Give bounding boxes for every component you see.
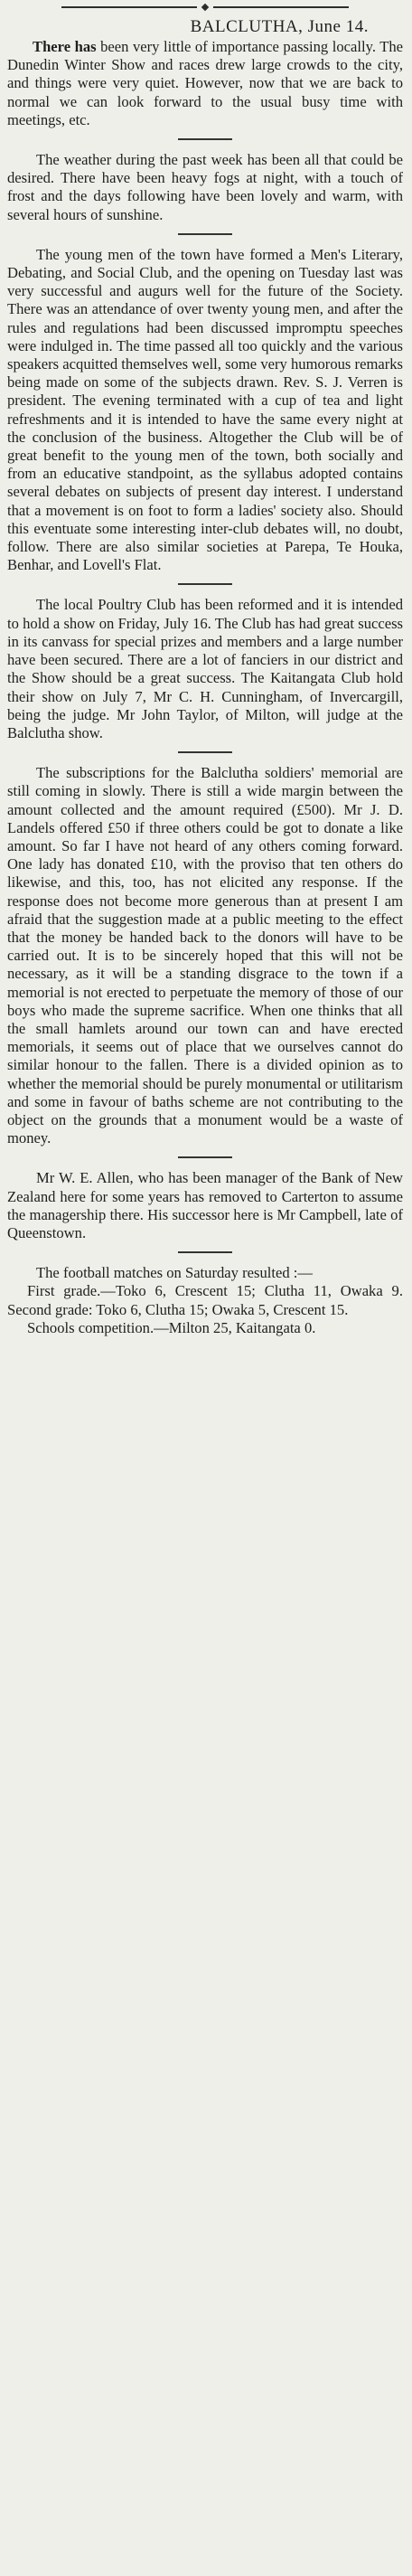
paragraph-bank-manager: Mr W. E. Allen, who has been manager of the Bank of New Zealand here for some years has removed to Carterton to assume the managership there. His successor here is Mr Campbell, late of Queenstown.	[7, 1169, 403, 1241]
section-divider	[178, 138, 232, 140]
top-ornament-rule	[7, 0, 403, 14]
football-results	[7, 1282, 403, 1337]
section-divider	[178, 583, 232, 585]
rule-right	[213, 6, 349, 8]
section-divider	[178, 1156, 232, 1158]
results-grades: First grade.—Toko 6, Crescent 15; Clutha 11, Owaka 9. Second grade: Toko 6, Clutha 15; Owaka 5, Crescent 15.	[7, 1282, 403, 1318]
rule-left	[61, 6, 197, 8]
paragraph-intro	[7, 38, 403, 129]
section-divider	[178, 233, 232, 235]
results-schools: Schools competition.—Milton 25, Kaitangata 0.	[27, 1318, 316, 1336]
rule-diamond	[201, 4, 209, 11]
section-divider	[178, 1251, 232, 1253]
section-divider	[178, 751, 232, 753]
paragraph-poultry-club: The local Poultry Club has been reformed and it is intended to hold a show on Friday, July 16. The Club has had great success in its canvass for special prizes and members and a large number have been secured. There are a lot of fanciers in our district and the Show should be a great success. The Kaitangata Club hold their show on July 7, Mr C. H. Cunningham, of Invercargill, being the judge. Mr John Taylor, of Milton, will judge at the Balclutha show.	[7, 596, 403, 741]
paragraph-weather: The weather during the past week has been all that could be desired. There have been heavy fogs at night, with a touch of frost and the days following have been lovely and warm, with several hours of sunshine.	[7, 151, 403, 223]
paragraph-debating-club: The young men of the town have formed a Men's Literary, Debating, and Social Club, and the opening on Tuesday last was very successful and augurs well for the future of the Society. There was an attendance of over twenty young men, and after the rules and regulations had been discussed impromptu speeches were indulged in. The time passed all too quickly and the various speakers acquitted themselves well, some very humorous remarks being made on some of the subjects drawn. Rev. S. J. Verren is president. The evening terminated with a cup of tea and light refreshments and it is intended to have the same every night at the conclusion of the business. Altogether the Club will be of great benefit to the young men of the town, both socially and from an educative standpoint, as the syllabus adopted contains several debates on subjects of present day interest. I understand that a movement is on foot to form a ladies' society also. Should this eventuate some interesting inter-club debates will, no doubt, follow. There are also similar societies at Parepa, Te Houka, Benhar, and Lovell's Flat.	[7, 245, 403, 574]
paragraph-text: been very little of importance passing locally. The Dunedin Winter Show and races drew large crowds to the city, and things were very quiet. However, now that we are back to normal we can look forward to the usual busy time with meetings, etc.	[7, 38, 403, 128]
dateline: BALCLUTHA, June 14.	[190, 17, 369, 36]
paragraph-football: The football matches on Saturday resulted :—	[36, 1264, 313, 1282]
paragraph-lead: There has	[33, 38, 97, 55]
paragraph-soldiers-memorial: The subscriptions for the Balclutha soldiers' memorial are still coming in slowly. There is still a wide margin between the amount collected and the amount required (£500). Mr J. D. Landels offered £50 if three others could be got to donate a like amount. So far I have not heard of any others coming forward. One lady has donated £10, with the proviso that ten others do likewise, and this, too, has not elicited any response. If the response does not become more generous than at present I am afraid that the suggestion made at a public meeting to the effect that the money be handed back to the donors will have to be carried out. It is to be sincerely hoped that this will not be necessary, as it will be a standing disgrace to the town if a memorial is not erected to perpetuate the memory of those of our boys who made the supreme sacrifice. When one thinks that all the small hamlets around our town can and have erected memorials, it seems out of place that we ourselves cannot do similar honour to the fallen. There is a divided opinion as to whether the memorial should be purely monumental or utilitarism and some in favour of baths scheme are not contributing to the object on the grounds that a monument would be a waste of money.	[7, 764, 403, 1147]
